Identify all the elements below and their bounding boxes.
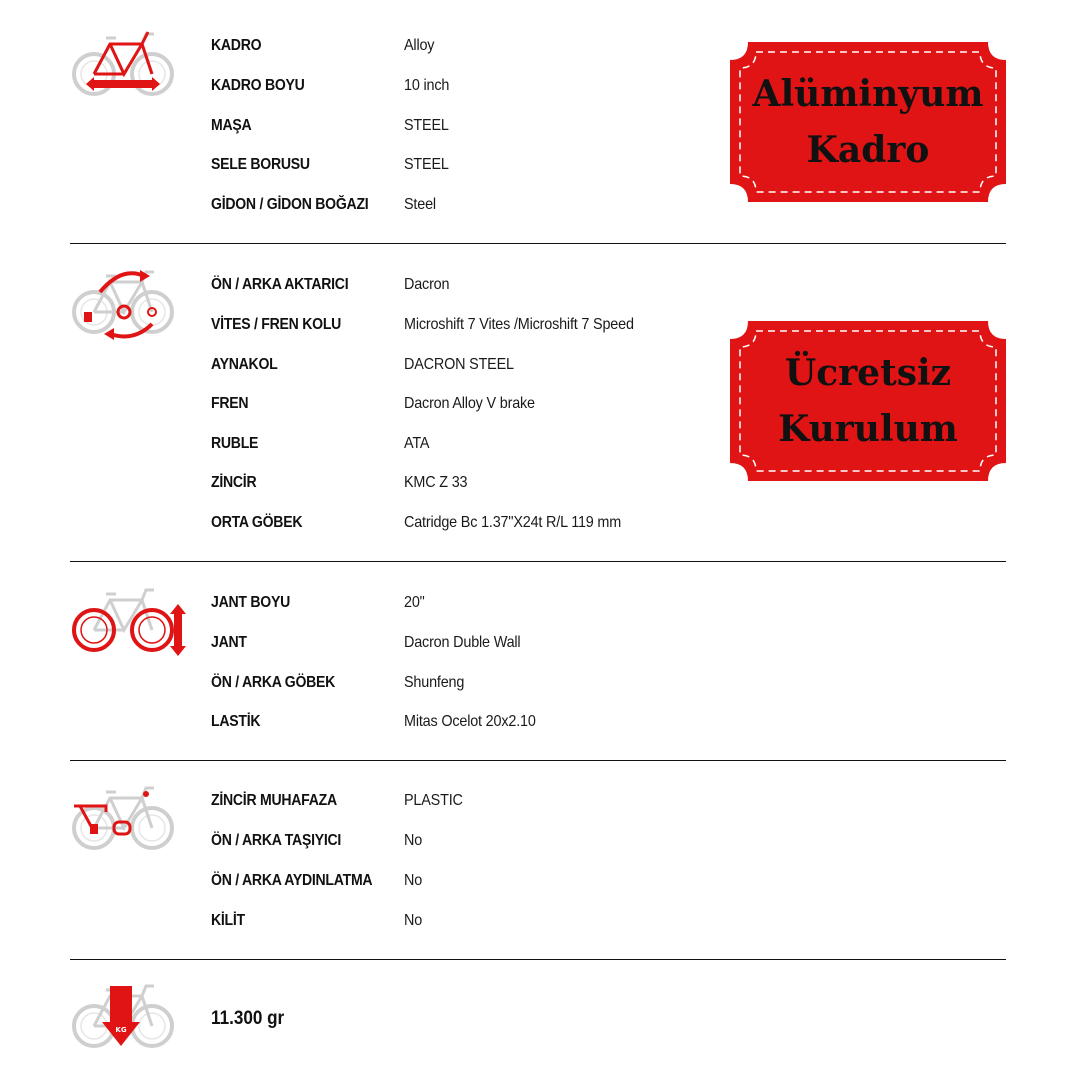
spec-value: KMC Z 33 xyxy=(404,474,468,491)
spec-label: AYNAKOL xyxy=(211,356,278,373)
kg-label: KG xyxy=(115,1026,127,1034)
spec-value: Steel xyxy=(404,196,436,213)
section-divider xyxy=(70,243,1006,244)
spec-label: ZİNCİR MUHAFAZA xyxy=(211,792,337,809)
badge-aluminum-frame xyxy=(730,42,1006,202)
spec-value: STEEL xyxy=(404,117,449,134)
weight-value: 11.300 gr xyxy=(211,1008,285,1029)
spec-row xyxy=(70,909,1006,933)
spec-value: 10 inch xyxy=(404,77,450,94)
spec-label: VİTES / FREN KOLU xyxy=(211,316,342,333)
spec-value: No xyxy=(404,872,423,889)
spec-label: KADRO BOYU xyxy=(211,77,305,94)
badge-text xyxy=(730,321,1006,481)
spec-value: No xyxy=(404,832,423,849)
section-divider xyxy=(70,959,1006,960)
badge-text xyxy=(730,42,1006,202)
spec-label: ÖN / ARKA TAŞIYICI xyxy=(211,832,342,849)
spec-value: DACRON STEEL xyxy=(404,356,514,373)
spec-row xyxy=(70,710,1006,734)
spec-row xyxy=(70,631,1006,655)
spec-row xyxy=(70,511,1006,535)
spec-label: JANT BOYU xyxy=(211,594,290,611)
spec-value: Dacron Duble Wall xyxy=(404,634,521,651)
spec-label: JANT xyxy=(211,634,247,651)
spec-value: Shunfeng xyxy=(404,674,465,691)
section-divider xyxy=(70,561,1006,562)
spec-row xyxy=(70,829,1006,853)
spec-row xyxy=(70,869,1006,893)
spec-label: ÖN / ARKA AYDINLATMA xyxy=(211,872,373,889)
spec-label: KİLİT xyxy=(211,912,245,929)
badge-line: Ücretsiz xyxy=(784,352,952,394)
spec-label: ÖN / ARKA AKTARICI xyxy=(211,276,349,293)
spec-label: KADRO xyxy=(211,37,262,54)
spec-label: RUBLE xyxy=(211,435,259,452)
spec-value: Dacron xyxy=(404,276,450,293)
spec-label: ORTA GÖBEK xyxy=(211,514,303,531)
spec-value: Microshift 7 Vites /Microshift 7 Speed xyxy=(404,316,634,333)
bike-weight-icon xyxy=(70,982,180,1054)
spec-row xyxy=(70,273,1006,297)
badge-line: Kurulum xyxy=(778,408,958,450)
spec-row xyxy=(70,789,1006,813)
spec-value: Mitas Ocelot 20x2.10 xyxy=(404,713,536,730)
spec-value: STEEL xyxy=(404,156,449,173)
spec-value: No xyxy=(404,912,423,929)
spec-row xyxy=(70,671,1006,695)
spec-value: PLASTIC xyxy=(404,792,463,809)
spec-label: ÖN / ARKA GÖBEK xyxy=(211,674,336,691)
spec-section-wheels xyxy=(70,586,1006,746)
badge-line: Alüminyum xyxy=(752,73,984,115)
spec-value: Dacron Alloy V brake xyxy=(404,395,535,412)
spec-value: Alloy xyxy=(404,37,435,54)
spec-label: SELE BORUSU xyxy=(211,156,310,173)
spec-value: 20" xyxy=(404,594,425,611)
spec-value: ATA xyxy=(404,435,430,452)
badge-free-assembly xyxy=(730,321,1006,481)
spec-label: LASTİK xyxy=(211,713,261,730)
badge-line: Kadro xyxy=(806,129,930,171)
spec-section-accessories xyxy=(70,784,1006,944)
spec-label: MAŞA xyxy=(211,117,252,134)
spec-label: FREN xyxy=(211,395,249,412)
section-divider xyxy=(70,760,1006,761)
spec-label: GİDON / GİDON BOĞAZI xyxy=(211,196,369,213)
spec-label: ZİNCİR xyxy=(211,474,257,491)
spec-value: Catridge Bc 1.37"X24t R/L 119 mm xyxy=(404,514,622,531)
spec-row xyxy=(70,591,1006,615)
